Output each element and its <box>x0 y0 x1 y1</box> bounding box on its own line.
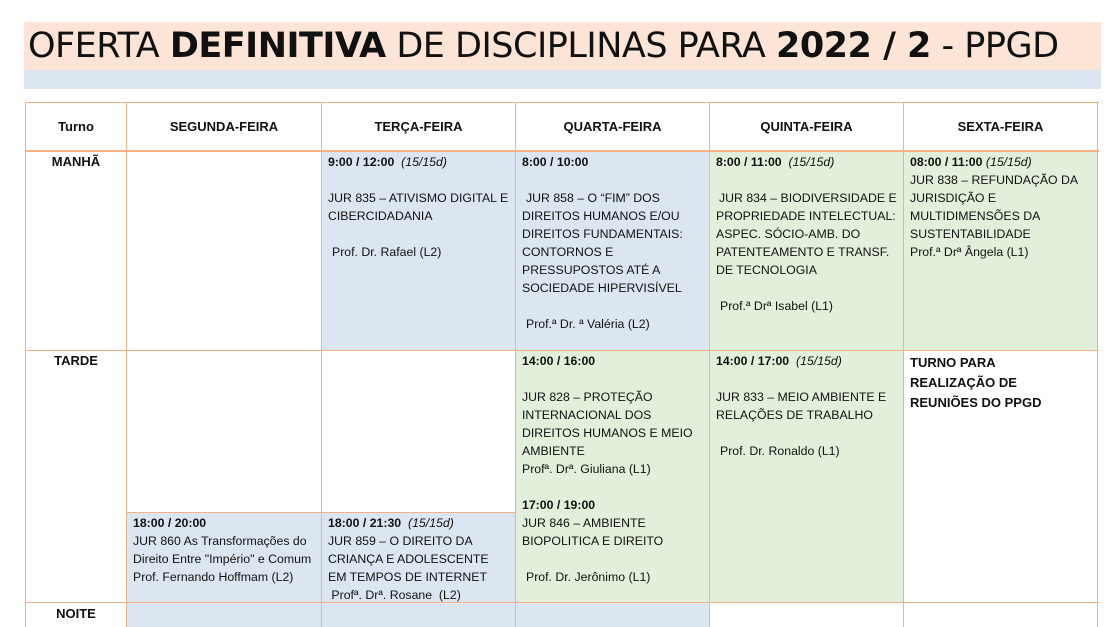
header-quarta: QUARTA-FEIRA <box>563 118 662 134</box>
header-turno: Turno <box>58 118 94 134</box>
manha-sexta-content: 08:00 / 11:00 (15/15d) JUR 838 – REFUNDAÇÃO DA JURISDIÇÃO E MULTIDIMENSÕES DA SUSTENTABILIDADE Prof.ª Drª Ângela (L1) <box>910 155 1078 259</box>
turno-tarde: TARDE <box>54 353 98 368</box>
tarde-sexta-content: TURNO PARA REALIZAÇÃO DE REUNIÕES DO PPGD <box>910 355 1042 410</box>
eve-terca-content: 18:00 / 21:30 (15/15d) JUR 859 – O DIREITO DA CRIANÇA E ADOLESCENTE EM TEMPOS DE INTERNET Profª. Drª. Rosane (L2) <box>328 516 489 602</box>
header-terca: TERÇA-FEIRA <box>374 118 463 134</box>
title-subband <box>24 70 1101 89</box>
manha-quarta-content: 8:00 / 10:00 JUR 858 – O “FIM” DOS DIREITOS HUMANOS E/OU DIREITOS FUNDAMENTAIS: CONTORNOS E PRESSUPOSTOS ATÉ A SOCIEDADE HIPERVISÍVEL Prof.ª Dr. ª Valéria (L2) <box>522 155 683 331</box>
grid-line <box>25 602 1099 603</box>
header-quinta: QUINTA-FEIRA <box>760 118 853 134</box>
grid-line <box>1097 102 1098 627</box>
turno-manha: MANHÃ <box>51 154 101 169</box>
tarde-quarta-content: 14:00 / 16:00 JUR 828 – PROTEÇÃO INTERNACIONAL DOS DIREITOS HUMANOS E MEIO AMBIENTE Profª. Drª. Giuliana (L1) 17:00 / 19:00 JUR 846 – AMBIENTE BIOPOLITICA E DIREITO Prof. Dr. Jerônimo (L1) <box>522 354 693 584</box>
page-title: OFERTA DEFINITIVA DE DISCIPLINAS PARA 2022 / 2 - PPGD <box>28 26 1059 66</box>
cell-noite-quarta <box>516 603 709 627</box>
header-sexta: SEXTA-FEIRA <box>957 118 1044 134</box>
manha-terca-content: 9:00 / 12:00 (15/15d) JUR 835 – ATIVISMO DIGITAL E CIBERCIDADANIA Prof. Dr. Rafael (L2) <box>328 155 509 259</box>
turno-noite: NOITE <box>56 606 96 621</box>
tarde-quinta-content: 14:00 / 17:00 (15/15d) JUR 833 – MEIO AMBIENTE E RELAÇÕES DE TRABALHO Prof. Dr. Ronaldo (L1) <box>716 354 887 458</box>
header-segunda: SEGUNDA-FEIRA <box>169 118 279 134</box>
manha-quinta-content: 8:00 / 11:00 (15/15d) JUR 834 – BIODIVERSIDADE E PROPRIEDADE INTELECTUAL: ASPEC. SÓCIO-AMB. DO PATENTEAMENTO E TRANSF. DE TECNOLOGIA Prof.ª Drª Isabel (L1) <box>716 155 897 313</box>
eve-segunda-content: 18:00 / 20:00 JUR 860 As Transformações do Direito Entre "Império" e Comum Prof. Fernando Hoffmam (L2) <box>133 516 312 584</box>
